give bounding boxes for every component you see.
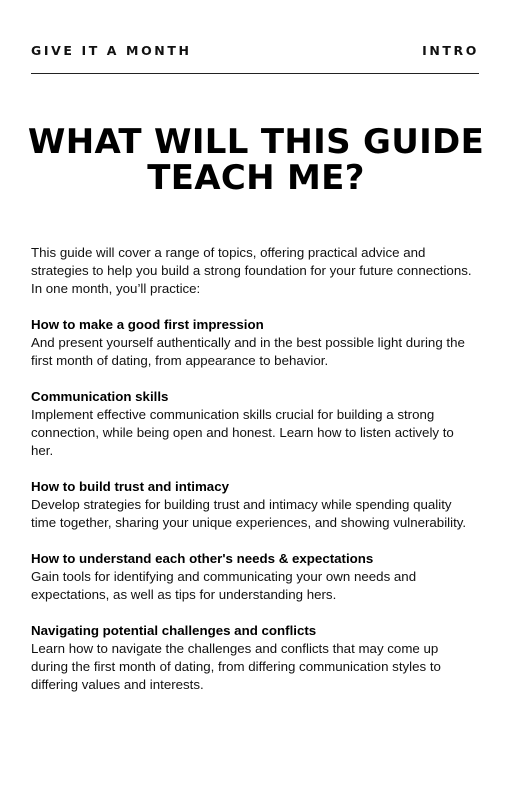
section-text: And present yourself authentically and in the best possible light during the first month of dating, from appearance to behavior. — [31, 335, 465, 368]
section-challenges-conflicts — [31, 622, 478, 694]
section-communication-skills — [31, 388, 478, 460]
section-trust-intimacy — [31, 478, 478, 532]
section-heading: How to make a good first impression — [31, 317, 264, 332]
page-body — [31, 244, 478, 694]
section-text: Learn how to navigate the challenges and conflicts that may come up during the first month of dating, from differing communication styles to differing values and interests. — [31, 641, 441, 692]
section-heading: How to understand each other's needs & expectations — [31, 551, 374, 566]
section-needs-expectations — [31, 550, 478, 604]
intro-paragraph: This guide will cover a range of topics, offering practical advice and strategies to help you build a strong foundation for your future connections. In one month, you’ll practice: — [31, 245, 472, 296]
page-title — [20, 124, 492, 196]
section-heading: Communication skills — [31, 389, 169, 404]
section-label: INTRO — [422, 42, 479, 58]
header-divider — [31, 73, 479, 74]
page-title-line-2: TEACH ME? — [147, 158, 365, 198]
page-title-line-1: WHAT WILL THIS GUIDE — [27, 122, 485, 162]
section-text: Implement effective communication skills crucial for building a strong connection, while being open and honest. Learn how to listen actively to her. — [31, 407, 454, 458]
page-header — [31, 42, 479, 58]
section-text: Develop strategies for building trust and intimacy while spending quality time together, sharing your unique experiences, and showing vulnerability. — [31, 497, 467, 530]
section-heading: Navigating potential challenges and conflicts — [31, 623, 317, 638]
guide-name-label: GIVE IT A MONTH — [31, 42, 192, 58]
section-first-impression — [31, 316, 478, 370]
section-text: Gain tools for identifying and communicating your own needs and expectations, as well as tips for understanding hers. — [31, 569, 417, 602]
section-heading: How to build trust and intimacy — [31, 479, 229, 494]
